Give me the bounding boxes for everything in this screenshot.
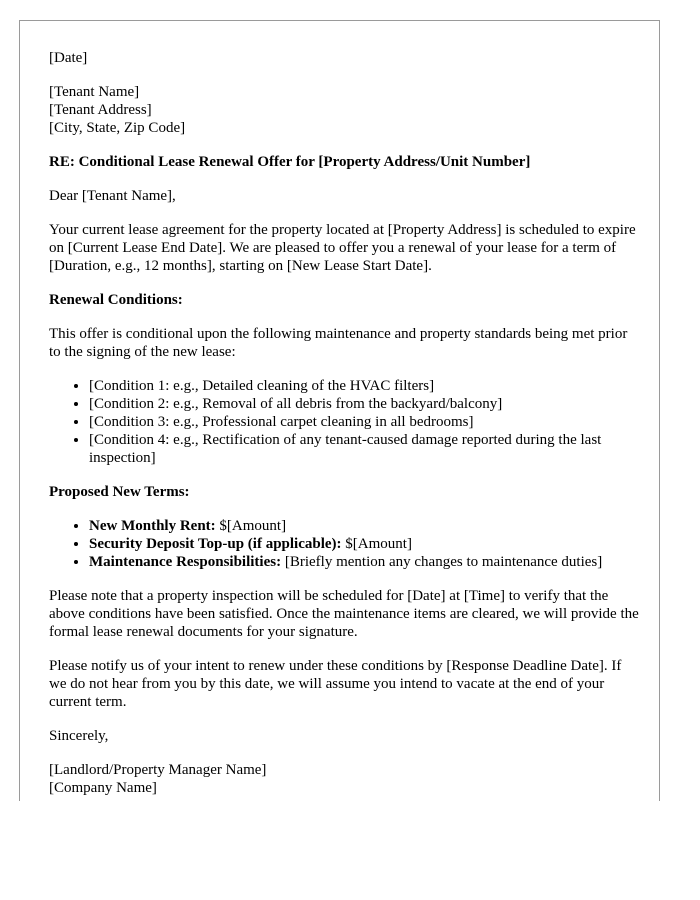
term-item-rent — [89, 517, 639, 535]
notify-paragraph: Please notify us of your intent to renew under these conditions by [Response Deadline Date]. If we do not hear from you by this date, we will assume you intend to vacate at the end of your current term. — [49, 658, 622, 710]
signature-block — [49, 761, 639, 797]
term-value: [Briefly mention any changes to maintenance duties] — [281, 554, 603, 570]
terms-list — [49, 517, 639, 571]
conditions-list — [49, 377, 639, 467]
tenant-city-state-zip: [City, State, Zip Code] — [49, 120, 186, 136]
tenant-address: [Tenant Address] — [49, 102, 152, 118]
proposed-terms-heading: Proposed New Terms: — [49, 484, 190, 500]
term-item-maintenance — [89, 553, 639, 571]
conditions-intro-paragraph: This offer is conditional upon the following maintenance and property standards being met prior to the signing of the new lease: — [49, 326, 628, 360]
recipient-block — [49, 83, 639, 137]
closing-line: Sincerely, — [49, 728, 109, 744]
inspection-paragraph: Please note that a property inspection will be scheduled for [Date] at [Time] to verify that the above conditions have been satisfied. Once the maintenance items are cleared, we will provide the formal lease renewal documents for your signature. — [49, 588, 639, 640]
term-label: Maintenance Responsibilities: — [89, 554, 282, 570]
condition-item: • [Condition 1: e.g., Detailed cleaning of the HVAC filters] — [89, 377, 639, 395]
letter-page — [19, 20, 660, 801]
intro-paragraph: Your current lease agreement for the property located at [Property Address] is scheduled to expire on [Current Lease End Date]. We are pleased to offer you a renewal of your lease for a term of [Duration, e.g., 12 months], starting on [New Lease Start Date]. — [49, 222, 636, 274]
condition-item: • [Condition 4: e.g., Rectification of any tenant-caused damage reported during the last inspection] — [89, 431, 639, 467]
salutation: Dear [Tenant Name], — [49, 188, 176, 204]
signer-company: [Company Name] — [49, 780, 157, 796]
signer-name: [Landlord/Property Manager Name] — [49, 762, 267, 778]
condition-item: • [Condition 2: e.g., Removal of all debris from the backyard/balcony] — [89, 395, 639, 413]
renewal-conditions-heading: Renewal Conditions: — [49, 292, 183, 308]
subject-line: RE: Conditional Lease Renewal Offer for [Property Address/Unit Number] — [49, 154, 531, 170]
term-label: Security Deposit Top-up (if applicable): — [89, 536, 342, 552]
term-item-deposit — [89, 535, 639, 553]
term-label: New Monthly Rent: — [89, 518, 216, 534]
date-line: [Date] — [49, 50, 88, 66]
term-value: $[Amount] — [215, 518, 287, 534]
condition-item: • [Condition 3: e.g., Professional carpet cleaning in all bedrooms] — [89, 413, 639, 431]
tenant-name: [Tenant Name] — [49, 84, 140, 100]
letter-content — [49, 49, 639, 801]
term-value: $[Amount] — [341, 536, 412, 552]
